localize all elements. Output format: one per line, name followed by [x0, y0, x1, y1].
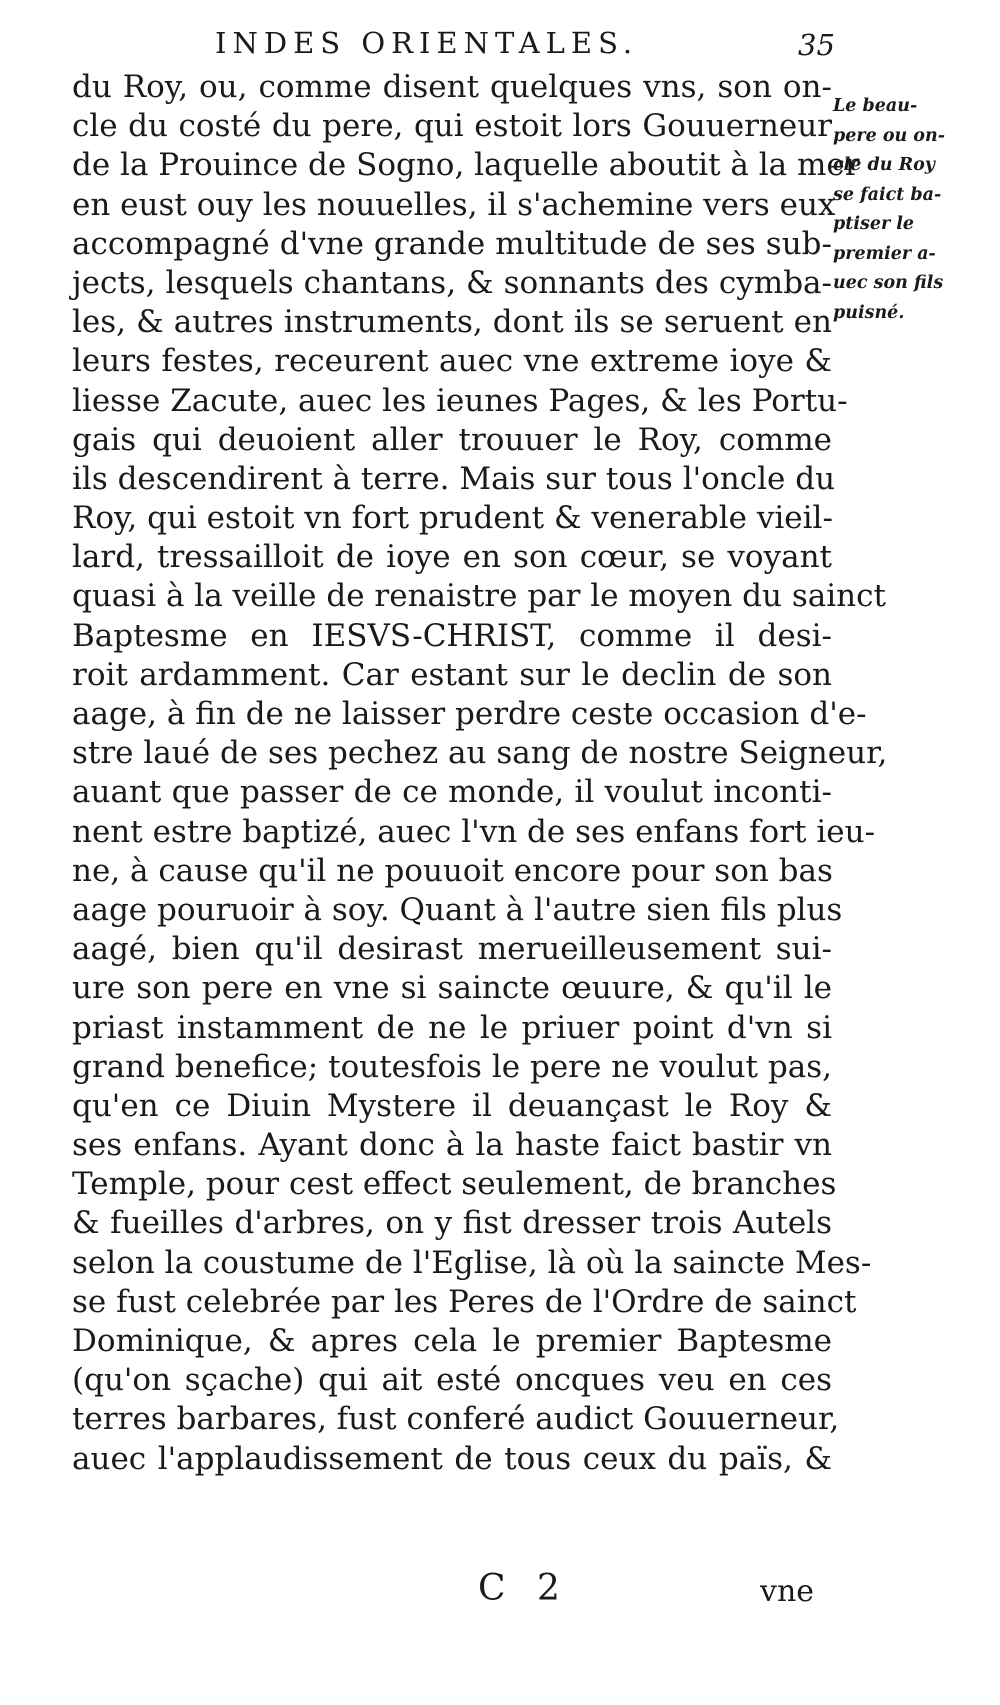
text-line: priast instamment de ne le priuer point d'vn si — [72, 1009, 832, 1046]
marginal-note-line: cle du Roy — [833, 155, 935, 175]
text-line: de la Prouince de Sogno, laquelle aboutit à la mer — [72, 147, 860, 184]
text-line: ses enfans. Ayant donc à la haste faict bastir vn — [72, 1127, 832, 1164]
text-line: se fust celebrée par les Peres de l'Ordre de sainct — [72, 1283, 857, 1320]
text-line: ure son pere en vne si saincte œuure, & qu'il le — [72, 970, 832, 1007]
text-line: en eust ouy les nouuelles, il s'achemine vers eux — [72, 186, 836, 223]
text-line: selon la coustume de l'Eglise, là où la saincte Mes- — [72, 1244, 872, 1281]
marginal-note-line: pere ou on- — [833, 125, 945, 146]
text-line: aage pouruoir à soy. Quant à l'autre sien fils plus — [72, 891, 843, 928]
marginal-note-line: puisné. — [833, 302, 905, 323]
catchword: vne — [760, 1574, 815, 1609]
page-number: 35 — [798, 28, 835, 62]
marginal-note-line: premier a- — [833, 243, 936, 264]
text-line: quasi à la veille de renaistre par le moyen du sainct — [72, 578, 886, 615]
marginal-note-line: uec son fils — [833, 273, 944, 293]
text-line: stre laué de ses pechez au sang de nostre Seigneur, — [72, 735, 888, 772]
text-line: & fueilles d'arbres, on y fist dresser trois Autels — [72, 1205, 832, 1242]
marginal-note-line: ptiser le — [833, 214, 915, 234]
text-line: liesse Zacute, auec les ieunes Pages, & les Portu- — [72, 382, 848, 419]
text-line: qu'en ce Diuin Mystere il deuançast le Roy & — [72, 1087, 832, 1124]
text-line: gais qui deuoient aller trouuer le Roy, comme — [72, 421, 832, 458]
text-line: auant que passer de ce monde, il voulut inconti- — [72, 774, 832, 811]
text-line: terres barbares, fust conferé audict Gouuerneur, — [72, 1401, 840, 1438]
text-line: leurs festes, receurent auec vne extreme ioye & — [72, 343, 832, 380]
text-line: aagé, bien qu'il desirast merueilleusement sui- — [72, 931, 832, 968]
marginal-note — [833, 92, 963, 328]
text-line: aage, à fin de ne laisser perdre ceste occasion d'e- — [72, 696, 867, 732]
text-line: Baptesme en IESVS-CHRIST, comme il desi- — [72, 617, 832, 654]
text-line: les, & autres instruments, dont ils se seruent en — [72, 304, 832, 341]
text-line: cle du costé du pere, qui estoit lors Gouuerneur — [72, 108, 832, 145]
signature-mark: C 2 — [478, 1568, 570, 1609]
text-line: grand benefice; toutesfois le pere ne voulut pas, — [72, 1048, 832, 1085]
text-line: ne, à cause qu'il ne pouuoit encore pour son bas — [72, 852, 833, 889]
text-line: Roy, qui estoit vn fort prudent & venerable vieil- — [72, 500, 833, 537]
marginal-note-line: Le beau- — [833, 96, 918, 116]
text-line: (qu'on sçache) qui ait esté oncques veu en ces — [72, 1362, 832, 1399]
text-line: lard, tressailloit de ioye en son cœur, se voyant — [72, 539, 832, 576]
text-line: jects, lesquels chantans, & sonnants des cymba- — [72, 264, 832, 301]
text-line: nent estre baptizé, auec l'vn de ses enfans fort ieu- — [72, 813, 876, 850]
text-line: Dominique, & apres cela le premier Baptesme — [72, 1323, 832, 1359]
text-line: auec l'applaudissement de tous ceux du païs, & — [72, 1440, 832, 1477]
text-line: du Roy, ou, comme disent quelques vns, son on- — [72, 69, 832, 105]
marginal-note-line: se faict ba- — [833, 184, 942, 205]
text-line: ils descendirent à terre. Mais sur tous l'oncle du — [72, 460, 836, 497]
text-line: accompagné d'vne grande multitude de ses sub- — [72, 225, 832, 262]
running-head: INDES ORIENTALES. — [215, 26, 639, 60]
text-line: Temple, pour cest effect seulement, de branches — [72, 1166, 837, 1203]
text-line: roit ardamment. Car estant sur le declin de son — [72, 656, 832, 693]
